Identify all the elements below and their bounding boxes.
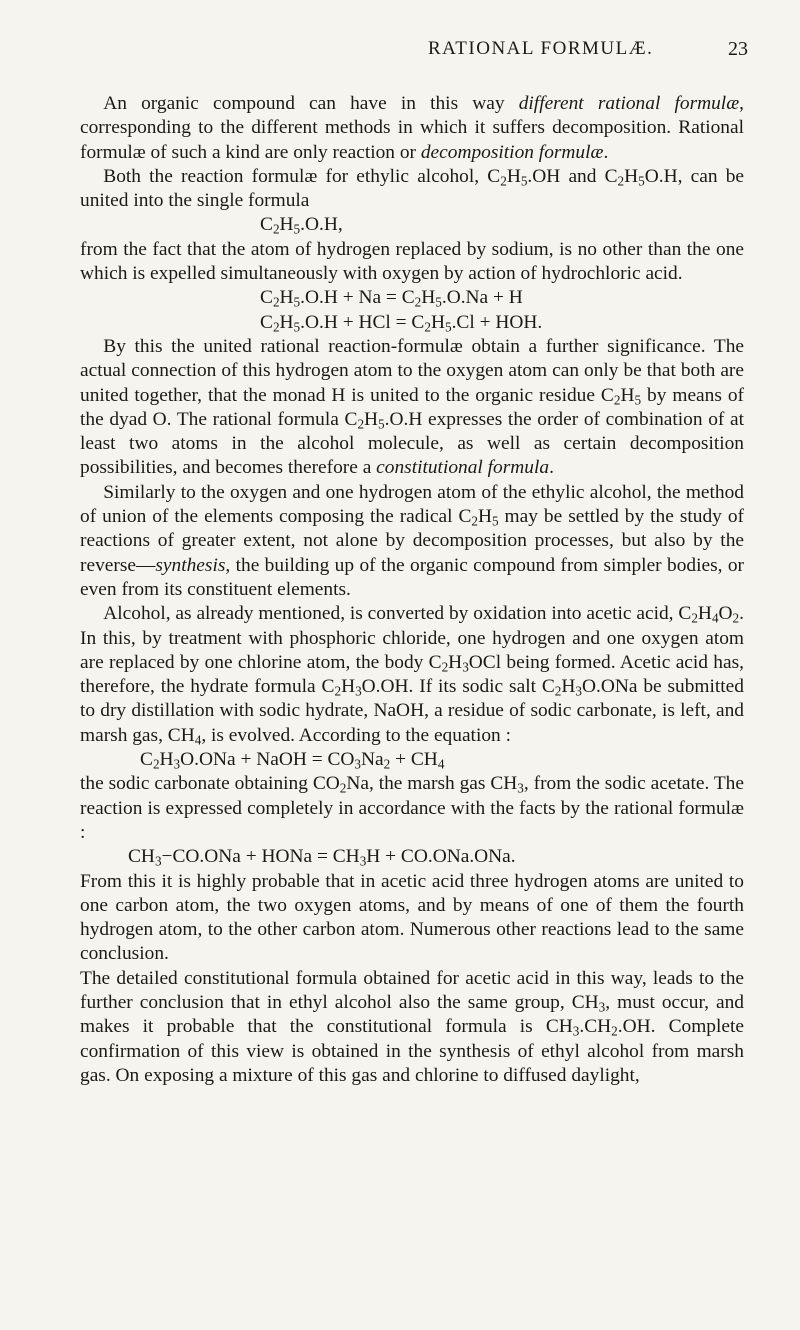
paragraph: Similarly to the oxygen and one hydrogen atom of the ethylic alcohol, the method of union of the elements composing the radical $C_2H_5$ may be settled by the study of reactions of greater extent, not alone by decomposition processes, but also by the reverse—synthesis, the building up of the organic compound from simpler bodies, or even from its constituent elements. [80,481,744,600]
paragraph: The detailed constitutional formula obtained for acetic acid in this way, leads to the further conclusion that in ethyl alcohol also the same group, $CH_3$, must occur, and makes it probable that the constitutional formula is $CH_3.CH_2.OH$. Complete confirmation of this view is obtained in the synthesis of ethyl alcohol from marsh gas. On exposing a mixture of this gas and chlorine to diffused daylight, [80,967,744,1086]
equation: $C_2H_5.O.H$ + HCl = $C_2H_5.Cl$ + HOH. [260,311,543,335]
equation: $C_2H_3O.ONa$ + NaOH = $CO_3Na_2 + CH_4$ [140,749,445,772]
paragraph: Alcohol, as already mentioned, is converted by oxidation into acetic acid, $C_2H_4O_2$. In this, by treatment with phosphoric chloride, one hydrogen and one oxygen atom are replaced by one chlorine atom, the body $C_2H_3OCl$ being formed. Acetic acid has, therefore, the hydrate formula $C_2H_3O.OH$. If its sodic salt $C_2H_3O.ONa$ be submitted to dry distillation with sodic hydrate, NaOH, a residue of sodic carbonate, is left, and marsh gas, $CH_4$, is evolved. According to the equation : [80,603,744,748]
page-header [0,38,800,68]
paragraph: From this it is highly probable that in acetic acid three hydrogen atoms are united to one carbon atom, the two oxygen atoms, and by means of one of them the fourth hydrogen atom, to the other carbon atom. Numerous other reactions lead to the same conclusion. [80,870,744,965]
page-number: 23 [728,38,748,60]
equation: $CH_3-CO.ONa$ + HONa = $CH_3H + CO.ONa.ONa$. [128,846,516,869]
paragraph: the sodic carbonate obtaining $CO_2Na$, the marsh gas $CH_3$, from the sodic acetate. The reaction is expressed completely in accordance with the facts by the rational formulæ : [80,773,744,843]
paragraph: An organic compound can have in this way different rational formulæ, corresponding to the different methods in which it suffers decomposition. Rational formulæ of such a kind are only reaction or decomposition formulæ. [80,93,744,163]
paragraph: from the fact that the atom of hydrogen replaced by sodium, is no other than the one which is expelled simultaneously with oxygen by action of hydrochloric acid. [80,238,744,285]
equation: $C_2H_5.O.H + Na = C_2H_5.O.Na + H$ [260,287,523,311]
body-text [80,92,744,1088]
paragraph: Both the reaction formulæ for ethylic alcohol, $C_2H_5.OH$ and $C_2H_5O.H$, can be united into the single formula [80,165,744,212]
paragraph: By this the united rational reaction-formulæ obtain a further significance. The actual connection of this hydrogen atom to the oxygen atom can only be that both are united together, that the monad H is united to the organic residue $C_2H_5$ by means of the dyad O. The rational formula $C_2H_5.O.H$ expresses the order of combination of at least two atoms in the alcohol molecule, as well as certain decomposition possibilities, and becomes therefore a constitutional formula. [80,335,744,479]
equation: $C_2H_5.O.H$, [260,214,343,238]
running-title: RATIONAL FORMULÆ. [428,38,654,59]
